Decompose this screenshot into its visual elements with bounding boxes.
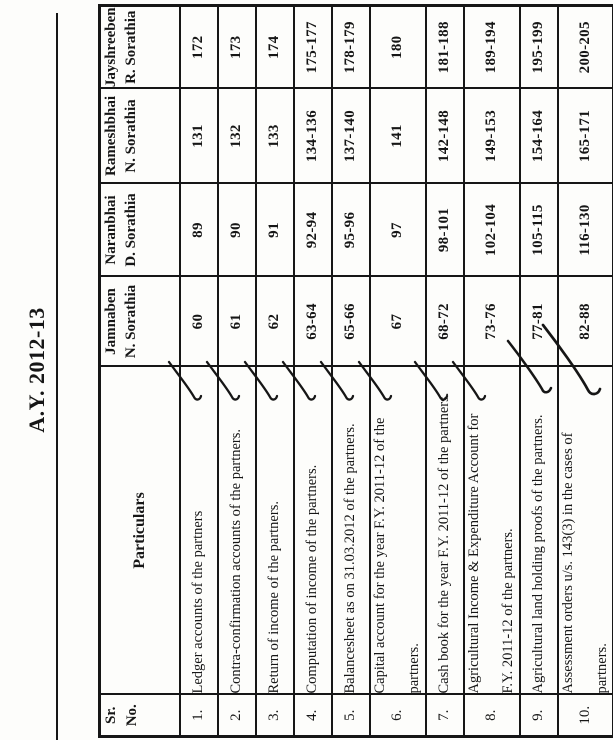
particulars-cell <box>180 367 218 695</box>
table-row <box>332 6 370 737</box>
page-number-cell: 178-179 <box>332 6 370 89</box>
table-row <box>520 6 558 737</box>
header-particulars: Particulars <box>100 367 180 695</box>
particulars-line: Agricultural land holding proofs of the partners. <box>530 414 546 694</box>
page-number-cell: 200-205 <box>558 6 613 89</box>
title-underline-rule <box>56 13 58 740</box>
page-title: A.Y. 2012-13 <box>24 307 49 433</box>
page-number-cell: 73-76 <box>464 277 520 367</box>
sr-no-cell: 5. <box>332 695 370 737</box>
page-number-cell: 180 <box>370 6 426 89</box>
sr-no-cell: 3. <box>256 695 294 737</box>
particulars-line: Capital account for the year F.Y. 2011-12 of the <box>372 417 388 694</box>
table-row <box>558 6 613 737</box>
page-number-cell: 60 <box>180 277 218 367</box>
page-number-cell: 62 <box>256 277 294 367</box>
particulars-line: Contra-confirmation accounts of the partners. <box>228 428 244 694</box>
page-number-cell: 90 <box>218 184 256 277</box>
page-number-cell: 137-140 <box>332 89 370 184</box>
particulars-cell <box>558 367 613 695</box>
page-number-cell: 98-101 <box>426 184 464 277</box>
page-number-cell: 63-64 <box>294 277 332 367</box>
page-number-cell: 165-171 <box>558 89 613 184</box>
particulars-line: Return of income of the partners. <box>266 501 282 694</box>
page-number-cell: 141 <box>370 89 426 184</box>
particulars-line: Ledger accounts of the partners <box>190 510 206 694</box>
table-row <box>426 6 464 737</box>
page-number-cell: 175-177 <box>294 6 332 89</box>
index-table <box>98 4 613 738</box>
page-number-cell: 89 <box>180 184 218 277</box>
page-number-cell: 195-199 <box>520 6 558 89</box>
sr-no-cell: 9. <box>520 695 558 737</box>
table-row <box>294 6 332 737</box>
particulars-cell <box>218 367 256 695</box>
header-partner-rameshbhai <box>100 89 180 184</box>
header-partner-naranbhai <box>100 184 180 277</box>
page-number-cell: 132 <box>218 89 256 184</box>
page-number-cell: 181-188 <box>426 6 464 89</box>
page-number-cell: 97 <box>370 184 426 277</box>
page-number-cell: 189-194 <box>464 6 520 89</box>
page-number-cell: 65-66 <box>332 277 370 367</box>
header-sr-line2: No. <box>124 704 140 727</box>
particulars-cell <box>370 367 426 695</box>
page-number-cell: 134-136 <box>294 89 332 184</box>
table-row <box>256 6 294 737</box>
partner-name: Jamnaben <box>103 288 119 355</box>
page-number-cell: 131 <box>180 89 218 184</box>
page-number-cell: 105-115 <box>520 184 558 277</box>
table-row <box>464 6 520 737</box>
sr-no-cell: 6. <box>370 695 426 737</box>
partner-surname: D. Sorathia <box>123 193 139 267</box>
partner-name: Naranbhai <box>103 195 119 265</box>
table-row <box>180 6 218 737</box>
page-number-cell: 95-96 <box>332 184 370 277</box>
sr-no-cell: 8. <box>464 695 520 737</box>
partner-surname: N. Sorathia <box>123 284 139 359</box>
sr-no-cell: 10. <box>558 695 613 737</box>
particulars-line: partners. <box>406 643 422 694</box>
header-partner-jayshreeben <box>100 6 180 89</box>
particulars-cell <box>294 367 332 695</box>
header-partner-jamnaben <box>100 277 180 367</box>
page-number-cell: 149-153 <box>464 89 520 184</box>
particulars-cell <box>426 367 464 695</box>
particulars-line: Assessment orders u/s. 143(3) in the cases of <box>559 432 576 694</box>
particulars-line: Computation of income of the partners. <box>304 464 320 694</box>
page-number-cell: 82-88 <box>558 277 613 367</box>
partner-surname: N. Sorathia <box>123 99 139 173</box>
particulars-cell <box>520 367 558 695</box>
page-number-cell: 172 <box>180 6 218 89</box>
sr-no-cell: 1. <box>180 695 218 737</box>
page-number-cell: 92-94 <box>294 184 332 277</box>
table-row <box>218 6 256 737</box>
header-sr-no <box>100 695 180 737</box>
page-number-cell: 133 <box>256 89 294 184</box>
page-number-cell: 154-164 <box>520 89 558 184</box>
page-number-cell: 174 <box>256 6 294 89</box>
page-number-cell: 116-130 <box>558 184 613 277</box>
partner-name: Rameshbhai <box>103 95 119 177</box>
page-number-cell: 142-148 <box>426 89 464 184</box>
particulars-line: Agricultural Income & Expenditure Account for <box>466 413 482 694</box>
particulars-line: Balancesheet as on 31.03.2012 of the partners. <box>342 423 358 694</box>
page-number-cell: 67 <box>370 277 426 367</box>
particulars-line: Cash book for the year F.Y. 2011-12 of the partners. <box>436 392 452 694</box>
page-number-cell: 61 <box>218 277 256 367</box>
table-row <box>370 6 426 737</box>
page-number-cell: 68-72 <box>426 277 464 367</box>
header-row <box>100 6 180 737</box>
page-number-cell: 173 <box>218 6 256 89</box>
page-number-cell: 102-104 <box>464 184 520 277</box>
particulars-line: partners. <box>593 643 610 694</box>
partner-name: Jayshreeben <box>103 7 119 88</box>
particulars-cell <box>256 367 294 695</box>
particulars-cell <box>464 367 520 695</box>
particulars-line: F.Y. 2011-12 of the partners. <box>500 528 516 694</box>
sr-no-cell: 4. <box>294 695 332 737</box>
page-number-cell: 77-81 <box>520 277 558 367</box>
sr-no-cell: 7. <box>426 695 464 737</box>
sr-no-cell: 2. <box>218 695 256 737</box>
header-sr-line1: Sr. <box>103 706 119 724</box>
particulars-cell <box>332 367 370 695</box>
page-number-cell: 91 <box>256 184 294 277</box>
partner-surname: R. Sorathia <box>123 10 139 84</box>
